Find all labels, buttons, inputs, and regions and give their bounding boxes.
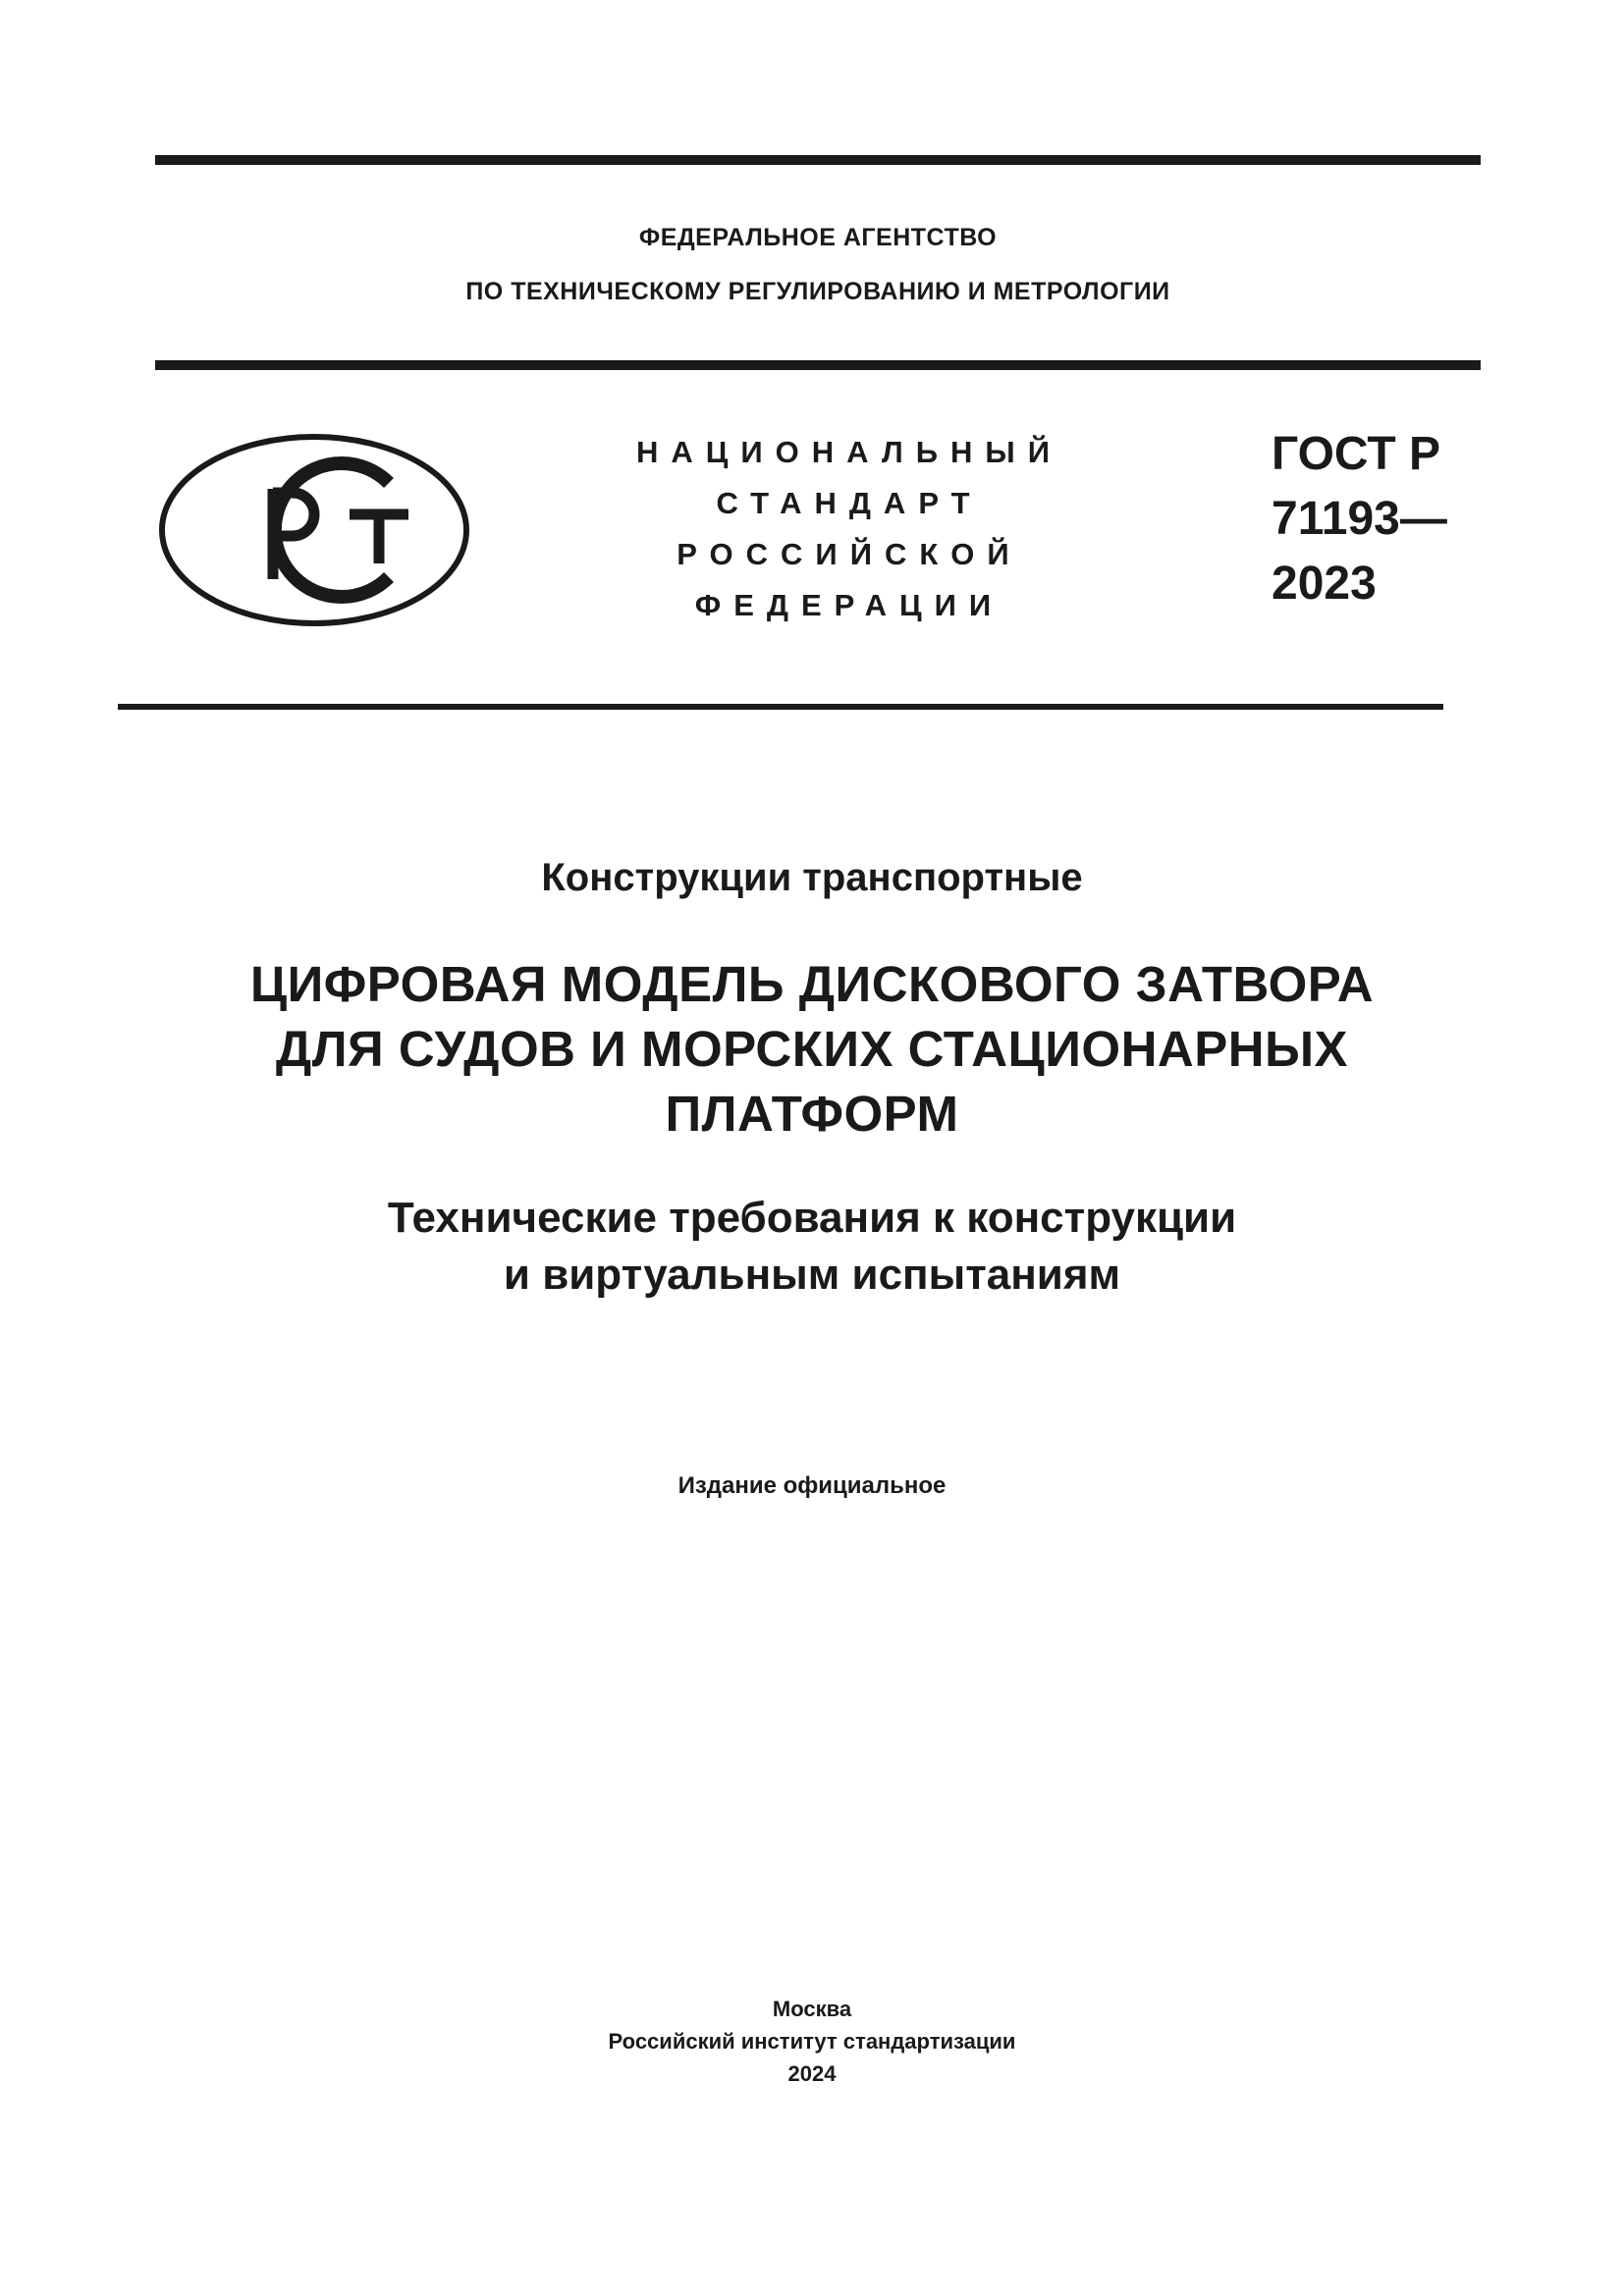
designation-line-1: ГОСТ Р bbox=[1272, 428, 1441, 480]
agency-line-2: ПО ТЕХНИЧЕСКОМУ РЕГУЛИРОВАНИЮ И МЕТРОЛОГИИ bbox=[465, 278, 1170, 305]
national-standard-line: РОССИЙСКОЙ bbox=[677, 537, 1022, 571]
top-rule bbox=[155, 155, 1481, 165]
category-heading: Конструкции транспортные bbox=[541, 856, 1083, 899]
imprint bbox=[0, 1993, 1624, 2090]
national-standard-line: СТАНДАРТ bbox=[716, 486, 983, 520]
subtitle-line-1: Технические требования к конструкции bbox=[387, 1194, 1237, 1242]
imprint-city: Москва bbox=[772, 1997, 852, 2021]
standard-designation bbox=[1272, 422, 1447, 616]
document-title bbox=[0, 952, 1624, 1147]
agency-line-1: ФЕДЕРАЛЬНОЕ АГЕНТСТВО bbox=[638, 224, 998, 251]
designation-line-2: 71193— bbox=[1272, 493, 1447, 545]
designation-line-3: 2023 bbox=[1272, 558, 1377, 610]
imprint-publisher: Российский институт стандартизации bbox=[608, 2029, 1016, 2054]
edition-note: Издание официальное bbox=[677, 1472, 947, 1499]
title-line-3: ПЛАТФОРМ bbox=[665, 1086, 959, 1142]
national-standard-line: НАЦИОНАЛЬНЫЙ bbox=[635, 435, 1063, 469]
middle-rule bbox=[155, 360, 1481, 370]
subtitle-line-2: и виртуальным испытаниям bbox=[503, 1251, 1121, 1299]
title-line-2: ДЛЯ СУДОВ И МОРСКИХ СТАЦИОНАРНЫХ bbox=[275, 1021, 1349, 1077]
national-standard-label bbox=[589, 427, 1110, 631]
document-subtitle bbox=[0, 1190, 1624, 1304]
lower-rule bbox=[118, 704, 1443, 710]
imprint-year: 2024 bbox=[787, 2061, 837, 2086]
rst-certification-logo-icon bbox=[157, 432, 471, 628]
national-standard-line: ФЕДЕРАЦИИ bbox=[694, 588, 1004, 622]
title-line-1: ЦИФРОВАЯ МОДЕЛЬ ДИСКОВОГО ЗАТВОРА bbox=[249, 956, 1375, 1012]
